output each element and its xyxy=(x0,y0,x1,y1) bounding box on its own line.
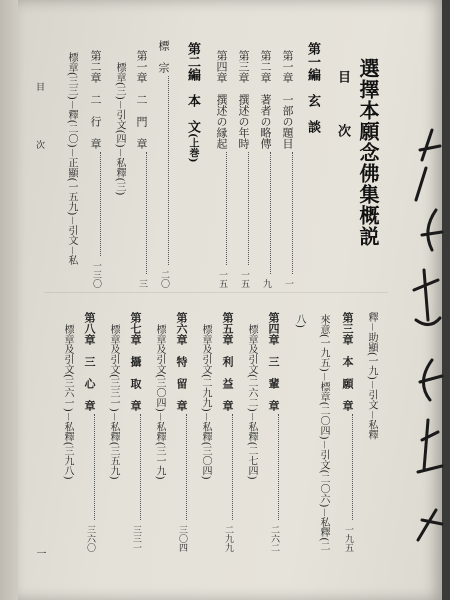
part-1-heading: 第一編 玄 談 xyxy=(305,42,320,133)
dot-leader xyxy=(226,152,227,265)
dot-leader xyxy=(146,152,147,274)
page-number: 二九九 xyxy=(223,525,233,552)
dot-leader xyxy=(292,152,293,274)
book-title: 選擇本願念佛集概説 xyxy=(356,58,380,247)
toc-detail-b9: 標章及引文(三〇四)－私釋(三一九) xyxy=(154,324,165,480)
running-head: 目 次 xyxy=(34,82,44,169)
toc-entry-2-5 xyxy=(222,312,233,552)
entry-label: 第五章 利 益 章 xyxy=(221,312,234,411)
toc-detail-b7: 標章及引文(二九九)－私釋(三〇四) xyxy=(200,324,211,480)
dot-leader xyxy=(140,414,141,520)
section-divider xyxy=(44,292,388,293)
toc-detail-b2: 來意(一九五)－標章(二〇四)－引文(二〇六)－私釋(二 xyxy=(318,314,329,552)
dot-leader xyxy=(168,76,169,265)
dot-leader xyxy=(94,414,95,520)
entry-label: 第一章 一部の題目 xyxy=(281,50,294,149)
part-2-heading xyxy=(186,42,199,162)
entry-label: 第三章 本 願 章 xyxy=(341,312,354,411)
toc-entry-2-7 xyxy=(130,312,141,552)
entry-label: 第六章 特 留 章 xyxy=(175,312,188,411)
page-number: 一五 xyxy=(217,270,227,288)
facing-page-edge xyxy=(0,0,18,600)
toc-entry-2-4 xyxy=(268,312,279,552)
toc-detail-b11: 標章及引文(三三一)－私釋(三五九) xyxy=(108,324,119,480)
entry-label: 第八章 三 心 章 xyxy=(83,312,96,411)
entry-label: 第一章 二 門 章 xyxy=(135,50,148,149)
toc-entry-2-2 xyxy=(90,50,101,288)
toc-detail-b0: 釋－助顯(一九)－引文－私釋 xyxy=(366,312,377,440)
toc-detail-2-1: 標章(三)－引文(四)－私釋(三) xyxy=(114,62,125,196)
dot-leader xyxy=(352,414,353,520)
dot-leader xyxy=(186,414,187,520)
toc-entry-2-6 xyxy=(176,312,187,552)
entry-label: 第三章 撰述の年時 xyxy=(237,50,250,149)
entry-label: 第二章 著者の略傳 xyxy=(259,50,272,149)
page-number: 一五 xyxy=(239,270,249,288)
toc-entry-1-2 xyxy=(260,50,271,288)
toc-detail-2-2: 標章(三三)－釋(二〇)－正顯(一五九)－引文－私 xyxy=(66,52,77,266)
toc-detail-b5: 標章及引文(二六二)－私釋(二七四) xyxy=(246,324,257,480)
toc-entry-1-3 xyxy=(238,50,249,288)
entry-label: 標 宗 xyxy=(157,40,170,73)
dot-leader xyxy=(278,414,279,520)
dot-leader xyxy=(270,152,271,274)
entry-label: 第七章 攝 取 章 xyxy=(129,312,142,411)
toc-heading: 目 次 xyxy=(335,70,350,151)
page-folio: 一 xyxy=(34,548,45,558)
dot-leader xyxy=(232,414,233,520)
toc-entry-2-1 xyxy=(136,50,147,288)
entry-label: 第四章 三 輩 章 xyxy=(267,312,280,411)
page-number: 九 xyxy=(261,279,271,288)
toc-entry-1-1 xyxy=(282,50,293,288)
toc-entry-hyoshu xyxy=(158,40,169,288)
entry-label: 第二章 二 行 章 xyxy=(89,50,102,149)
page-number: 三三一 xyxy=(131,525,141,552)
page-number: 一 xyxy=(283,279,293,288)
page-number: 三 xyxy=(137,279,147,288)
dot-leader xyxy=(100,152,101,256)
page-number: 二〇 xyxy=(159,270,169,288)
toc-entry-2-8 xyxy=(84,312,95,552)
dot-leader xyxy=(248,152,249,265)
toc-detail-b3: 八) xyxy=(294,314,305,328)
entry-label: 第四章 撰述の縁起 xyxy=(215,50,228,149)
toc-detail-b13: 標章及引文(三六一)－私釋(三九八) xyxy=(62,324,73,480)
page-number: 三六〇 xyxy=(85,525,95,552)
part-2-volume: (上巻) xyxy=(187,133,198,163)
page-number: 一三〇 xyxy=(91,261,101,288)
page-number: 一九五 xyxy=(343,525,353,552)
toc-entry-1-4 xyxy=(216,50,227,288)
page-number: 三〇四 xyxy=(177,525,187,552)
page-number: 二六二 xyxy=(269,525,279,552)
part-2-title: 第二編 本 文 xyxy=(185,42,200,133)
toc-entry-2-3 xyxy=(342,312,353,552)
